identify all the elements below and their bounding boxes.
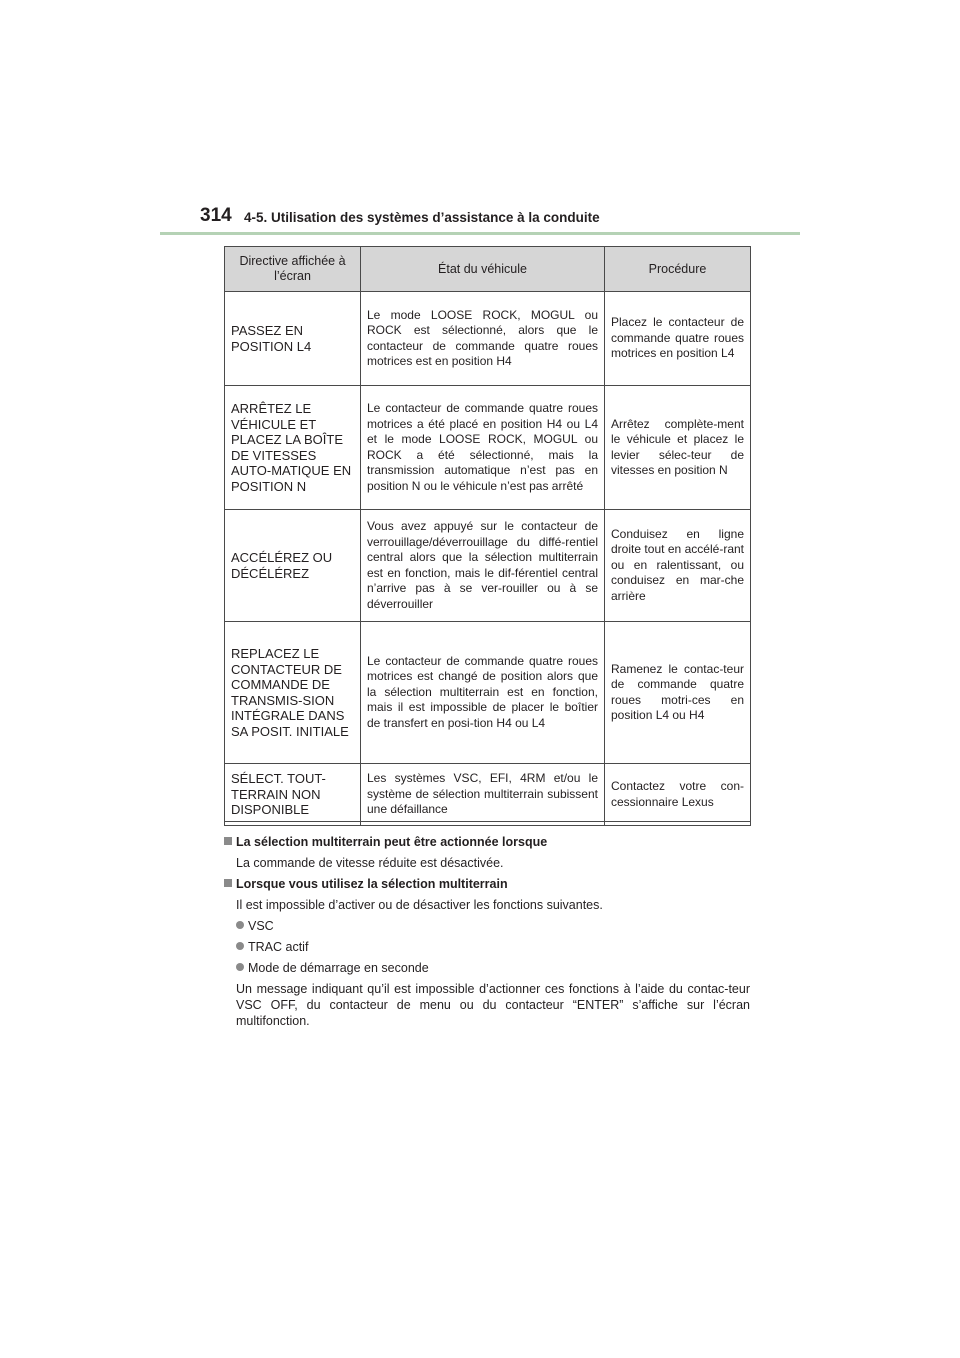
table-row — [225, 510, 751, 622]
page-header — [200, 205, 800, 235]
table-row — [225, 764, 751, 826]
directive-table — [224, 246, 751, 826]
table-header-row — [225, 247, 751, 292]
procedure-cell: Placez le contacteur de commande quatre roues motrices en position L4 — [605, 292, 751, 386]
list-item — [224, 958, 750, 979]
note-heading-text: La sélection multiterrain peut être actionnée lorsque — [236, 835, 548, 849]
procedure-cell: Ramenez le contac-teur de commande quatre roues motri-ces en position L4 ou H4 — [605, 622, 751, 764]
header-state: État du véhicule — [361, 247, 605, 292]
procedure-cell: Arrêtez complète-ment le véhicule et placez le levier sélec-teur de vitesses en position N — [605, 386, 751, 510]
round-bullet-icon — [236, 921, 244, 929]
square-bullet-icon — [224, 837, 232, 845]
procedure-cell: Contactez votre con-cessionnaire Lexus — [605, 764, 751, 826]
page-number: 314 — [200, 205, 232, 226]
round-bullet-icon — [236, 963, 244, 971]
list-item-text: VSC — [248, 919, 274, 933]
table-row — [225, 622, 751, 764]
header-directive: Directive affichée à l’écran — [225, 247, 361, 292]
note-heading-text: Lorsque vous utilisez la sélection multiterrain — [236, 877, 508, 891]
state-cell: Le contacteur de commande quatre roues motrices est changé de position alors que la sélection multiterrain est en fonction, mais il est impossible de placer le boîtier de transfert en posi-tion H4 ou L4 — [361, 622, 605, 764]
table-row — [225, 292, 751, 386]
procedure-cell: Conduisez en ligne droite tout en accélé-rant ou en ralentissant, ou conduisez en mar-che arrière — [605, 510, 751, 622]
square-bullet-icon — [224, 879, 232, 887]
state-cell: Les systèmes VSC, EFI, 4RM et/ou le système de sélection multiterrain subissent une défaillance — [361, 764, 605, 826]
header-procedure: Procédure — [605, 247, 751, 292]
notes-section — [224, 832, 750, 1029]
note-text: Il est impossible d’activer ou de désactiver les fonctions suivantes. — [236, 898, 603, 912]
directive-cell: REPLACEZ LE CONTACTEUR DE COMMANDE DE TRANSMIS-SION INTÉGRALE DANS SA POSIT. INITIALE — [225, 622, 361, 764]
state-cell: Le contacteur de commande quatre roues motrices a été placé en position H4 ou L4 et le mode LOOSE ROCK, MOGUL ou ROCK a été sélectionné, mais la transmission automatique n’est pas en position N ou le véhicule n’est pas arrêté — [361, 386, 605, 510]
state-cell: Vous avez appuyé sur le contacteur de verrouillage/déverrouillage du diffé-rentiel central alors que la sélection multiterrain est en fonction, mais le dif-férentiel central n’arrive pas à se ver-rouiller ou à se déverrouiller — [361, 510, 605, 622]
directive-cell: SÉLECT. TOUT-TERRAIN NON DISPONIBLE — [225, 764, 361, 826]
section-title: 4-5. Utilisation des systèmes d’assistance à la conduite — [244, 210, 600, 225]
directive-cell: PASSEZ EN POSITION L4 — [225, 292, 361, 386]
table-bottom-rule — [224, 821, 750, 822]
directive-cell: ACCÉLÉREZ OU DÉCÉLÉREZ — [225, 510, 361, 622]
table-row — [225, 386, 751, 510]
list-item — [224, 916, 750, 937]
header-divider — [160, 232, 800, 235]
list-item — [224, 937, 750, 958]
round-bullet-icon — [236, 942, 244, 950]
directive-cell: ARRÊTEZ LE VÉHICULE ET PLACEZ LA BOÎTE DE VITESSES AUTO-MATIQUE EN POSITION N — [225, 386, 361, 510]
note-text: La commande de vitesse réduite est désactivée. — [236, 856, 504, 870]
note-heading — [224, 874, 750, 895]
list-item-text: TRAC actif — [248, 940, 309, 954]
state-cell: Le mode LOOSE ROCK, MOGUL ou ROCK est sélectionné, alors que le contacteur de commande quatre roues motrices est en position H4 — [361, 292, 605, 386]
note-heading — [224, 832, 750, 853]
list-item-text: Mode de démarrage en seconde — [248, 961, 429, 975]
note-paragraph: Un message indiquant qu’il est impossible d’actionner ces fonctions à l’aide du contac-teur VSC OFF, du contacteur de menu ou du contacteur “ENTER” s’affiche sur l’écran multifonction. — [236, 982, 750, 1028]
